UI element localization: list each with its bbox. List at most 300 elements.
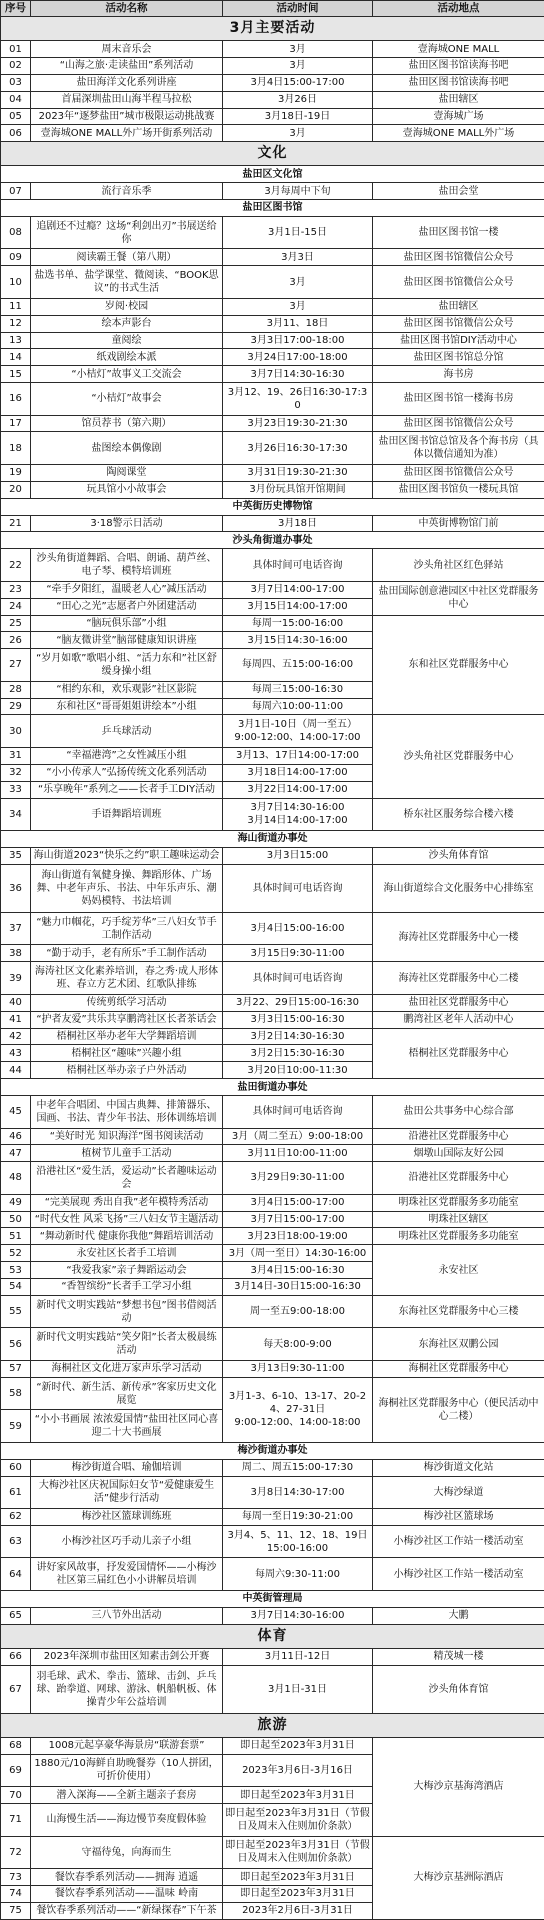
- row-number-cell: 59: [1, 1410, 31, 1443]
- activity-time-cell: 每周四、五15:00-16:00: [223, 649, 373, 682]
- activity-place-cell: 盐田区图书馆读海书吧: [373, 57, 544, 74]
- activity-time-cell: 3月22、29日15:00-16:30: [223, 994, 373, 1011]
- row-number-cell: 22: [1, 549, 31, 582]
- section-header-row: [1, 1713, 544, 1737]
- activity-place-cell: 盐田区图书馆微信公众号: [373, 415, 544, 432]
- activity-name-cell: 梧桐社区举办亲子户外活动: [31, 1062, 223, 1079]
- row-number-cell: 16: [1, 383, 31, 416]
- row-number-cell: 52: [1, 1245, 31, 1262]
- activity-name-cell: 纸戏剧绘本派: [31, 349, 223, 366]
- activity-time-cell: 3月: [223, 298, 373, 315]
- row-number-cell: 15: [1, 366, 31, 383]
- table-row: [1, 1737, 544, 1754]
- activity-time-cell: 3月: [223, 266, 373, 299]
- activity-place-cell: 海桐社区党群服务中心（便民活动中心二楼）: [373, 1377, 544, 1442]
- table-row: [1, 266, 544, 299]
- table-row: [1, 183, 544, 200]
- activity-time-cell: 3月7日14:30-16:00 3月14日14:00-17:00: [223, 798, 373, 831]
- row-number-cell: 14: [1, 349, 31, 366]
- activity-time-cell: 3月7日14:00-17:00: [223, 581, 373, 598]
- group-title: 盐田街道办事处: [1, 1079, 544, 1096]
- activity-name-cell: 小梅沙社区巧手动儿亲子小组: [31, 1525, 223, 1558]
- activity-name-cell: “脑友微讲堂”脑部健康知识讲座: [31, 632, 223, 649]
- activity-name-cell: “小桔灯”故事义工交流会: [31, 366, 223, 383]
- activity-time-cell: 3月23日18:00-19:00: [223, 1228, 373, 1245]
- table-row: [1, 715, 544, 748]
- group-title: 梅沙街道办事处: [1, 1442, 544, 1459]
- table-row: [1, 1459, 544, 1476]
- activity-name-cell: 童阅绘: [31, 332, 223, 349]
- row-number-cell: 12: [1, 315, 31, 332]
- table-row: [1, 847, 544, 864]
- activity-time-cell: 3月20日10:00-11:30: [223, 1062, 373, 1079]
- row-number-cell: 33: [1, 781, 31, 798]
- row-number-cell: 61: [1, 1476, 31, 1509]
- activity-time-cell: 3月11、18日: [223, 315, 373, 332]
- group-title: 盐田区文化馆: [1, 166, 544, 183]
- row-number-cell: 57: [1, 1360, 31, 1377]
- activity-time-cell: 3月1日-31日: [223, 1665, 373, 1713]
- row-number-cell: 54: [1, 1279, 31, 1296]
- row-number-cell: 46: [1, 1128, 31, 1145]
- row-number-cell: 69: [1, 1754, 31, 1787]
- activity-time-cell: 即日起至2023年3月31日（节假日及周末入住则加价条款）: [223, 1804, 373, 1837]
- row-number-cell: 30: [1, 715, 31, 748]
- activity-name-cell: 首届深圳盐田山海半程马拉松: [31, 91, 223, 108]
- activity-time-cell: 3月26日16:30-17:30: [223, 432, 373, 465]
- group-header-row: [1, 1590, 544, 1607]
- activity-name-cell: 周末音乐会: [31, 41, 223, 58]
- activity-name-cell: 海山街道有氧健身操、舞蹈形体、广场舞、中老年声乐、书法、中年乐声乐、潮妈妈模特、书法培训: [31, 864, 223, 912]
- activity-name-cell: 守福待兔，向海而生: [31, 1836, 223, 1869]
- activity-place-cell: 盐田区图书馆微信公众号: [373, 249, 544, 266]
- activity-name-cell: “时代女性 风采飞扬”三八妇女节主题活动: [31, 1211, 223, 1228]
- activity-name-cell: 3·18警示日活动: [31, 515, 223, 532]
- activity-time-cell: 3月13、17日14:00-17:00: [223, 747, 373, 764]
- activity-name-cell: 新时代文明实践站“梦想书包”图书借阅活动: [31, 1295, 223, 1328]
- activity-time-cell: 3月22日14:00-17:00: [223, 781, 373, 798]
- activity-time-cell: 3月11日-12日: [223, 1648, 373, 1665]
- activity-name-cell: “完美展现 秀出自我”老年模特秀活动: [31, 1194, 223, 1211]
- activity-time-cell: 周二、周五15:00-17:30: [223, 1459, 373, 1476]
- activity-place-cell: 桥东社区服务综合楼六楼: [373, 798, 544, 831]
- column-header-row: [1, 1, 544, 17]
- row-number-cell: 58: [1, 1377, 31, 1410]
- activity-name-cell: 餐饮春季系列活动——拥海 逍遥: [31, 1869, 223, 1886]
- row-number-cell: 74: [1, 1885, 31, 1902]
- activity-name-cell: 2023年“逐梦盐田”城市极限运动挑战赛: [31, 108, 223, 125]
- activity-name-cell: 沙头角街道舞蹈、合唱、朗诵、葫芦丝、电子琴、模特培训班: [31, 549, 223, 582]
- activity-name-cell: 1880元/10海鲜自助晚餐券（10人拼团，可折价使用）: [31, 1754, 223, 1787]
- activity-place-cell: 盐田区图书馆总分馆: [373, 349, 544, 366]
- activity-name-cell: “小桔灯”故事会: [31, 383, 223, 416]
- activity-time-cell: 2023年2月6日-3月31日: [223, 1902, 373, 1919]
- activity-name-cell: 盐图绘本偶像剧: [31, 432, 223, 465]
- row-number-cell: 07: [1, 183, 31, 200]
- activity-place-cell: 大鹏: [373, 1607, 544, 1624]
- activity-place-cell: 东海社区双鹏公园: [373, 1328, 544, 1361]
- activity-time-cell: 3月13日9:30-11:00: [223, 1360, 373, 1377]
- activity-place-cell: 盐田区图书馆微信公众号: [373, 315, 544, 332]
- activity-name-cell: 传统剪纸学习活动: [31, 994, 223, 1011]
- group-title: 盐田区图书馆: [1, 200, 544, 217]
- activity-time-cell: 3月1日-10日（周一至五） 9:00-12:00、14:00-17:00: [223, 715, 373, 748]
- table-row: [1, 125, 544, 142]
- activity-time-cell: 3月3日: [223, 249, 373, 266]
- table-row: [1, 581, 544, 598]
- activity-time-cell: 即日起至2023年3月31日: [223, 1869, 373, 1886]
- row-number-cell: 34: [1, 798, 31, 831]
- row-number-cell: 50: [1, 1211, 31, 1228]
- activity-time-cell: 3月15日14:00-17:00: [223, 598, 373, 615]
- activity-place-cell: 小梅沙社区工作站一楼活动室: [373, 1525, 544, 1558]
- table-row: [1, 1648, 544, 1665]
- activity-name-cell: 1008元起享豪华海景房“联游套票”: [31, 1737, 223, 1754]
- activity-time-cell: 3月7日15:00-17:00: [223, 1211, 373, 1228]
- activity-time-cell: 具体时间可电话咨询: [223, 864, 373, 912]
- table-row: [1, 57, 544, 74]
- row-number-cell: 09: [1, 249, 31, 266]
- activity-name-cell: 追剧还不过瘾？这场“利剑出刃”书展送给你: [31, 216, 223, 249]
- activity-place-cell: 壹海城ONE MALL外广场: [373, 125, 544, 142]
- activity-place-cell: 盐田会堂: [373, 183, 544, 200]
- activity-time-cell: 3月29日9:30-11:00: [223, 1162, 373, 1195]
- row-number-cell: 65: [1, 1607, 31, 1624]
- activity-time-cell: 3月26日: [223, 91, 373, 108]
- activity-place-cell: 盐田辖区: [373, 91, 544, 108]
- activity-name-cell: 三八节外出活动: [31, 1607, 223, 1624]
- row-number-cell: 18: [1, 432, 31, 465]
- activity-place-cell: 盐田区图书馆微信公众号: [373, 464, 544, 481]
- activity-place-cell: 盐田区图书馆微信公众号: [373, 266, 544, 299]
- activity-place-cell: 盐田国际创意港园区中社区党群服务中心: [373, 581, 544, 615]
- row-number-cell: 19: [1, 464, 31, 481]
- activity-place-cell: 大梅沙京基海湾酒店: [373, 1737, 544, 1836]
- table-row: [1, 615, 544, 632]
- row-number-cell: 49: [1, 1194, 31, 1211]
- activity-place-cell: 沙头角社区党群服务中心: [373, 715, 544, 798]
- row-number-cell: 40: [1, 994, 31, 1011]
- row-number-cell: 01: [1, 41, 31, 58]
- activity-name-cell: 海山街道2023“快乐之约”职工趣味运动会: [31, 847, 223, 864]
- row-number-cell: 04: [1, 91, 31, 108]
- section-header-row: [1, 17, 544, 41]
- table-row: [1, 1145, 544, 1162]
- table-row: [1, 349, 544, 366]
- table-row: [1, 432, 544, 465]
- row-number-cell: 66: [1, 1648, 31, 1665]
- activity-time-cell: 3月15日9:30-11:00: [223, 945, 373, 962]
- group-header-row: [1, 200, 544, 217]
- activity-place-cell: 壹海城ONE MALL: [373, 41, 544, 58]
- activity-place-cell: 盐田区图书馆读海书吧: [373, 74, 544, 91]
- activity-name-cell: 大梅沙社区庆祝国际妇女节“爱健康爱生活”健步行活动: [31, 1476, 223, 1509]
- row-number-cell: 23: [1, 581, 31, 598]
- activity-name-cell: “幸福港湾”之女性减压小组: [31, 747, 223, 764]
- activity-time-cell: 3月1日-15日: [223, 216, 373, 249]
- activity-place-cell: 永安社区: [373, 1245, 544, 1296]
- activity-name-cell: 馆员荐书（第六期）: [31, 415, 223, 432]
- activity-name-cell: 梅沙社区篮球训练班: [31, 1509, 223, 1526]
- row-number-cell: 71: [1, 1804, 31, 1837]
- activity-name-cell: 玩具馆小小故事会: [31, 481, 223, 498]
- activity-time-cell: 3月8日14:30-17:00: [223, 1476, 373, 1509]
- activity-name-cell: 餐饮春季系列活动——温味 岭南: [31, 1885, 223, 1902]
- row-number-cell: 03: [1, 74, 31, 91]
- activity-time-cell: 3月23日19:30-21:30: [223, 415, 373, 432]
- activity-place-cell: 明珠社区辖区: [373, 1211, 544, 1228]
- activity-time-cell: 3月（周一至日）14:30-16:00: [223, 1245, 373, 1262]
- activity-name-cell: 餐饮春季系列活动——“新绿探春”下午茶: [31, 1902, 223, 1919]
- activity-place-cell: 梅沙街道文化站: [373, 1459, 544, 1476]
- activity-name-cell: 中老年合唱团、中国古典舞、排箫器乐、国画、书法、青少年书法、形体训练培训: [31, 1096, 223, 1129]
- activity-place-cell: 盐田区图书馆DIY活动中心: [373, 332, 544, 349]
- table-row: [1, 1360, 544, 1377]
- activity-time-cell: 3月18日: [223, 515, 373, 532]
- activity-name-cell: “美好时光 知识海洋”图书阅读活动: [31, 1128, 223, 1145]
- activity-time-cell: 3月2日14:30-16:30: [223, 1028, 373, 1045]
- row-number-cell: 51: [1, 1228, 31, 1245]
- activity-place-cell: 小梅沙社区工作站一楼活动室: [373, 1558, 544, 1591]
- row-number-cell: 48: [1, 1162, 31, 1195]
- row-number-cell: 06: [1, 125, 31, 142]
- activity-time-cell: 具体时间可电话咨询: [223, 1096, 373, 1129]
- activity-time-cell: 3月3日15:00: [223, 847, 373, 864]
- column-header-activity-name: 活动名称: [31, 1, 223, 17]
- activity-name-cell: “我爱我家”亲子舞蹈运动会: [31, 1262, 223, 1279]
- table-row: [1, 74, 544, 91]
- activity-time-cell: 3月3日17:00-18:00: [223, 332, 373, 349]
- activity-place-cell: 海山街道综合文化服务中心排练室: [373, 864, 544, 912]
- table-row: [1, 1558, 544, 1591]
- activity-name-cell: 海桐社区文化进万家声乐学习活动: [31, 1360, 223, 1377]
- activity-name-cell: 梧桐社区举办老年大学舞蹈培训: [31, 1028, 223, 1045]
- table-row: [1, 1476, 544, 1509]
- row-number-cell: 60: [1, 1459, 31, 1476]
- activity-name-cell: 梧桐社区“趣味”兴趣小组: [31, 1045, 223, 1062]
- row-number-cell: 13: [1, 332, 31, 349]
- activity-time-cell: 3月14日-30日15:00-16:30: [223, 1279, 373, 1296]
- group-header-row: [1, 166, 544, 183]
- activity-time-cell: 3月7日14:30-16:30: [223, 366, 373, 383]
- row-number-cell: 68: [1, 1737, 31, 1754]
- activity-name-cell: 羽毛球、武术、拳击、篮球、击剑、乒乓球、跆拳道、网球、游泳、帆船帆板、体操青少年公益培训: [31, 1665, 223, 1713]
- activity-name-cell: 盐田海洋文化系列讲座: [31, 74, 223, 91]
- activity-time-cell: 3月4日15:00-16:00: [223, 912, 373, 945]
- section-title: 3月主要活动: [1, 17, 544, 41]
- column-header-activity-place: 活动地点: [373, 1, 544, 17]
- row-number-cell: 35: [1, 847, 31, 864]
- row-number-cell: 39: [1, 962, 31, 995]
- table-row: [1, 41, 544, 58]
- row-number-cell: 45: [1, 1096, 31, 1129]
- activity-time-cell: 3月12、19、26日16:30-17:30: [223, 383, 373, 416]
- table-row: [1, 1509, 544, 1526]
- row-number-cell: 75: [1, 1902, 31, 1919]
- activity-place-cell: 壹海城广场: [373, 108, 544, 125]
- table-row: [1, 1245, 544, 1262]
- table-row: [1, 962, 544, 995]
- activity-place-cell: 盐田区图书馆总馆及各个海书房（具体以微信通知为准）: [373, 432, 544, 465]
- activity-time-cell: 即日起至2023年3月31日: [223, 1787, 373, 1804]
- activity-time-cell: 即日起至2023年3月31日: [223, 1885, 373, 1902]
- table-row: [1, 1377, 544, 1410]
- section-title: 体育: [1, 1624, 544, 1648]
- activity-place-cell: 盐田辖区: [373, 298, 544, 315]
- row-number-cell: 70: [1, 1787, 31, 1804]
- table-row: [1, 1607, 544, 1624]
- row-number-cell: 29: [1, 698, 31, 715]
- table-body: [1, 17, 544, 1920]
- activity-time-cell: 即日起至2023年3月31日（节假日及周末入住则加价条款）: [223, 1836, 373, 1869]
- table-row: [1, 912, 544, 945]
- row-number-cell: 47: [1, 1145, 31, 1162]
- table-row: [1, 1836, 544, 1869]
- row-number-cell: 02: [1, 57, 31, 74]
- activity-place-cell: 精茂城一楼: [373, 1648, 544, 1665]
- activity-place-cell: 鹏湾社区老年人活动中心: [373, 1011, 544, 1028]
- activity-time-cell: 3月31日19:30-21:30: [223, 464, 373, 481]
- activity-time-cell: 3月24日17:00-18:00: [223, 349, 373, 366]
- activity-place-cell: 盐田区图书馆负一楼玩具馆: [373, 481, 544, 498]
- group-header-row: [1, 498, 544, 515]
- activity-time-cell: 3月: [223, 125, 373, 142]
- activity-time-cell: 3月4日15:00-17:00: [223, 74, 373, 91]
- table-row: [1, 216, 544, 249]
- activity-name-cell: “脑玩俱乐部”小组: [31, 615, 223, 632]
- activity-time-cell: 每周六10:00-11:00: [223, 698, 373, 715]
- section-title: 文化: [1, 142, 544, 166]
- activity-time-cell: 3月4日15:00-16:30: [223, 1262, 373, 1279]
- group-header-row: [1, 1442, 544, 1459]
- section-title: 旅游: [1, 1713, 544, 1737]
- table-row: [1, 798, 544, 831]
- activity-time-cell: 具体时间可电话咨询: [223, 962, 373, 995]
- row-number-cell: 25: [1, 615, 31, 632]
- activity-name-cell: 潜入深海——全新主题亲子套房: [31, 1787, 223, 1804]
- activity-place-cell: 大梅沙京基洲际酒店: [373, 1836, 544, 1919]
- activity-name-cell: 岁阅·校园: [31, 298, 223, 315]
- activity-name-cell: “岁月如歌”歌唱小组、“活力东和”社区舒缓身操小组: [31, 649, 223, 682]
- group-title: 沙头角街道办事处: [1, 532, 544, 549]
- table-row: [1, 1028, 544, 1045]
- table-row: [1, 1162, 544, 1195]
- table-row: [1, 315, 544, 332]
- table-row: [1, 1194, 544, 1211]
- activity-name-cell: 讲好家风故事，抒发爱国情怀——小梅沙社区第三届红色小小讲解员培训: [31, 1558, 223, 1591]
- table-row: [1, 1128, 544, 1145]
- row-number-cell: 11: [1, 298, 31, 315]
- activity-name-cell: “田心之光”志愿者户外团建活动: [31, 598, 223, 615]
- row-number-cell: 44: [1, 1062, 31, 1079]
- section-header-row: [1, 142, 544, 166]
- activity-name-cell: “乐享晚年”系列之——长者手工DIY活动: [31, 781, 223, 798]
- activity-name-cell: “相约东和，欢乐观影”社区影院: [31, 681, 223, 698]
- activity-place-cell: 沙头角体育馆: [373, 847, 544, 864]
- activity-name-cell: “新时代、新生活、新传承”客家历史文化展览: [31, 1377, 223, 1410]
- activity-name-cell: “小小传承人”弘扬传统文化系列活动: [31, 764, 223, 781]
- group-header-row: [1, 1079, 544, 1096]
- row-number-cell: 28: [1, 681, 31, 698]
- activity-time-cell: 3月: [223, 41, 373, 58]
- activity-time-cell: 3月4、5、11、12、18、19日15:00-16:00: [223, 1525, 373, 1558]
- group-header-row: [1, 532, 544, 549]
- activity-name-cell: 海涛社区文化素养培训，春之秀·成人形体班、春立方艺术团、红歌队排练: [31, 962, 223, 995]
- activity-time-cell: 2023年3月6日-3月16日: [223, 1754, 373, 1787]
- activity-place-cell: 大梅沙绿道: [373, 1476, 544, 1509]
- activity-place-cell: 梧桐社区党群服务中心: [373, 1028, 544, 1079]
- row-number-cell: 63: [1, 1525, 31, 1558]
- row-number-cell: 24: [1, 598, 31, 615]
- table-row: [1, 415, 544, 432]
- row-number-cell: 55: [1, 1295, 31, 1328]
- activity-name-cell: 梅沙街道合唱、瑜伽培训: [31, 1459, 223, 1476]
- row-number-cell: 10: [1, 266, 31, 299]
- activity-name-cell: “山海之旅·走读盐田”系列活动: [31, 57, 223, 74]
- activity-name-cell: 山海慢生活——海边慢节奏度假体验: [31, 1804, 223, 1837]
- activity-place-cell: 盐田社区党群服务中心: [373, 994, 544, 1011]
- table-row: [1, 298, 544, 315]
- row-number-cell: 41: [1, 1011, 31, 1028]
- activity-time-cell: 即日起至2023年3月31日: [223, 1737, 373, 1754]
- activity-name-cell: 乒乓球活动: [31, 715, 223, 748]
- activity-time-cell: 3月18日14:00-17:00: [223, 764, 373, 781]
- activity-place-cell: 明珠社区党群服务多功能室: [373, 1228, 544, 1245]
- activity-place-cell: 海涛社区党群服务中心一楼: [373, 912, 544, 961]
- row-number-cell: 05: [1, 108, 31, 125]
- activity-name-cell: “护者友爱”共乐共享鹏湾社区长者茶话会: [31, 1011, 223, 1028]
- activity-time-cell: 每周六9:30-11:00: [223, 1558, 373, 1591]
- row-number-cell: 42: [1, 1028, 31, 1045]
- table-row: [1, 864, 544, 912]
- table-row: [1, 1665, 544, 1713]
- activity-name-cell: 壹海城ONE MALL外广场开街系列活动: [31, 125, 223, 142]
- activity-place-cell: 海书房: [373, 366, 544, 383]
- table-row: [1, 464, 544, 481]
- table-row: [1, 1295, 544, 1328]
- activity-name-cell: “小小书画展 浓浓爱国情”盐田社区同心喜迎二十大书画展: [31, 1410, 223, 1443]
- row-number-cell: 32: [1, 764, 31, 781]
- table-row: [1, 249, 544, 266]
- row-number-cell: 37: [1, 912, 31, 945]
- row-number-cell: 31: [1, 747, 31, 764]
- activity-time-cell: 每周三15:00-16:30: [223, 681, 373, 698]
- activity-place-cell: 盐田区图书馆一楼海书房: [373, 383, 544, 416]
- row-number-cell: 73: [1, 1869, 31, 1886]
- activity-place-cell: 东和社区党群服务中心: [373, 615, 544, 715]
- row-number-cell: 26: [1, 632, 31, 649]
- activity-time-cell: 3月2日15:30-16:30: [223, 1045, 373, 1062]
- table-row: [1, 515, 544, 532]
- activity-place-cell: 海桐社区党群服务中心: [373, 1360, 544, 1377]
- activity-name-cell: 沿港社区“爱生活，爱运动”长者趣味运动会: [31, 1162, 223, 1195]
- activity-time-cell: 3月每周中下旬: [223, 183, 373, 200]
- activity-name-cell: 永安社区长者手工培训: [31, 1245, 223, 1262]
- activity-name-cell: 植树节儿童手工活动: [31, 1145, 223, 1162]
- table-row: [1, 108, 544, 125]
- row-number-cell: 62: [1, 1509, 31, 1526]
- activity-place-cell: 盐田公共事务中心综合部: [373, 1096, 544, 1129]
- activity-name-cell: 阅读霸王餐（第八期）: [31, 249, 223, 266]
- activity-name-cell: 2023年深圳市盐田区知素击剑公开赛: [31, 1648, 223, 1665]
- activity-time-cell: 3月4日15:00-17:00: [223, 1194, 373, 1211]
- activity-name-cell: 东和社区“哥哥姐姐讲绘本”小组: [31, 698, 223, 715]
- activity-time-cell: 周一至五9:00-18:00: [223, 1295, 373, 1328]
- activity-name-cell: “舞动新时代 健康你我他”舞蹈培训活动: [31, 1228, 223, 1245]
- table-header: [1, 1, 544, 17]
- activity-place-cell: 梅沙社区篮球场: [373, 1509, 544, 1526]
- group-title: 中英街历史博物馆: [1, 498, 544, 515]
